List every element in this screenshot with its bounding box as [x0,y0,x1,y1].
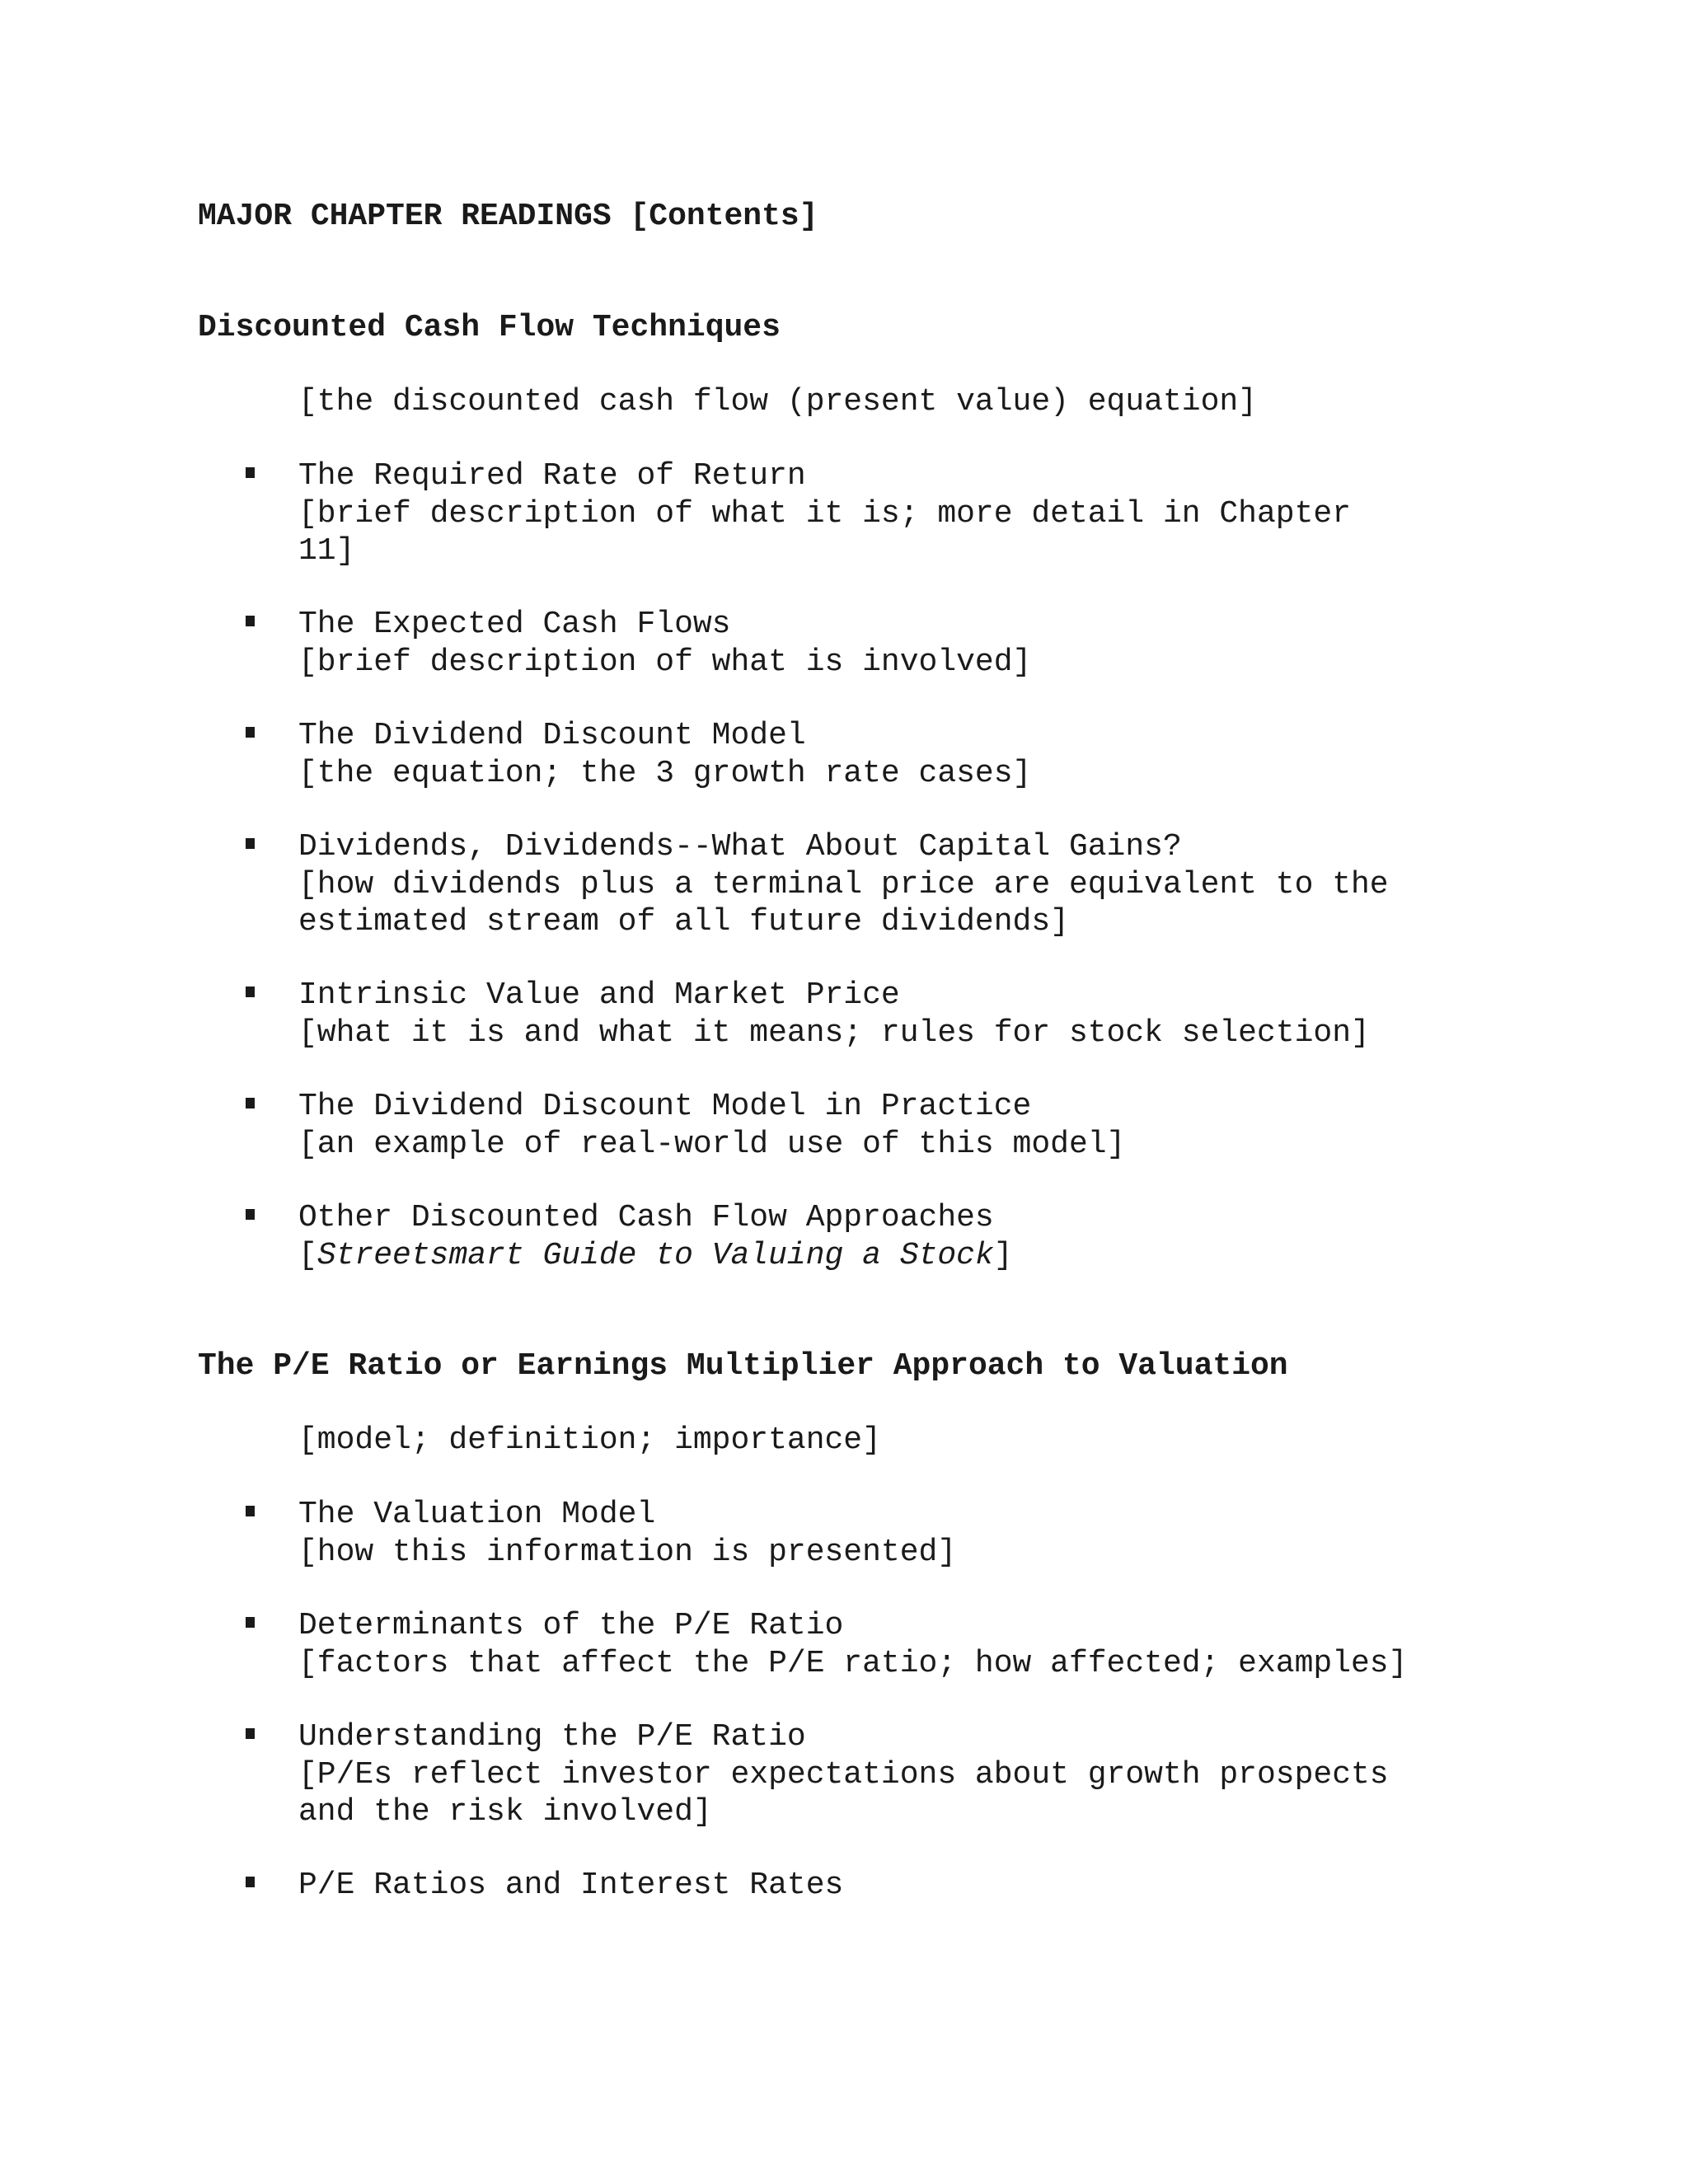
item-title: P/E Ratios and Interest Rates [298,1868,844,1903]
bullet-icon [246,1098,255,1108]
book-title: Streetsmart Guide to Valuing a Stock [316,1237,994,1273]
bullet-icon [246,727,255,738]
section-heading-dcf: Discounted Cash Flow Techniques [198,310,781,345]
bullet-icon [246,1728,255,1739]
item-description: [how dividends plus a terminal price are equivalent to the estimated stream of all future dividends] [298,866,1389,940]
section-heading-pe: The P/E Ratio or Earnings Multiplier Approach to Valuation [198,1348,1288,1384]
item-title: Other Discounted Cash Flow Approaches [298,1200,994,1235]
bullet-icon [246,616,255,626]
bullet-icon [246,467,255,478]
item-title: The Dividend Discount Model [298,718,806,753]
bullet-icon [246,1877,255,1887]
item-description: [Streetsmart Guide to Valuing a Stock] [298,1237,1013,1273]
item-title: Understanding the P/E Ratio [298,1719,806,1755]
section-intro-dcf: [the discounted cash flow (present value) equation] [298,384,1257,419]
item-description: [brief description of what it is; more detail in Chapter 11] [298,495,1352,569]
bullet-icon [246,987,255,997]
item-description: [the equation; the 3 growth rate cases] [298,755,1032,791]
item-description: [how this information is presented] [298,1534,957,1570]
item-title: The Expected Cash Flows [298,607,731,642]
bullet-icon [246,1617,255,1628]
item-title: Dividends, Dividends--What About Capital Gains? [298,829,1182,865]
bullet-icon [246,1209,255,1220]
section-intro-pe: [model; definition; importance] [298,1422,881,1458]
item-title: Intrinsic Value and Market Price [298,977,900,1013]
item-description: [what it is and what it means; rules for stock selection] [298,1015,1370,1051]
item-description: [an example of real-world use of this model] [298,1126,1126,1162]
item-description: [brief description of what is involved] [298,644,1032,680]
item-title: The Dividend Discount Model in Practice [298,1089,1032,1124]
page-title: MAJOR CHAPTER READINGS [Contents] [198,199,818,234]
item-title: The Valuation Model [298,1497,656,1532]
bullet-icon [246,1506,255,1516]
bullet-icon [246,838,255,849]
item-description: [factors that affect the P/E ratio; how affected; examples] [298,1645,1408,1681]
item-description: [P/Es reflect investor expectations about growth prospects and the risk involved] [298,1756,1389,1830]
item-title: Determinants of the P/E Ratio [298,1608,844,1643]
item-title: The Required Rate of Return [298,458,806,494]
